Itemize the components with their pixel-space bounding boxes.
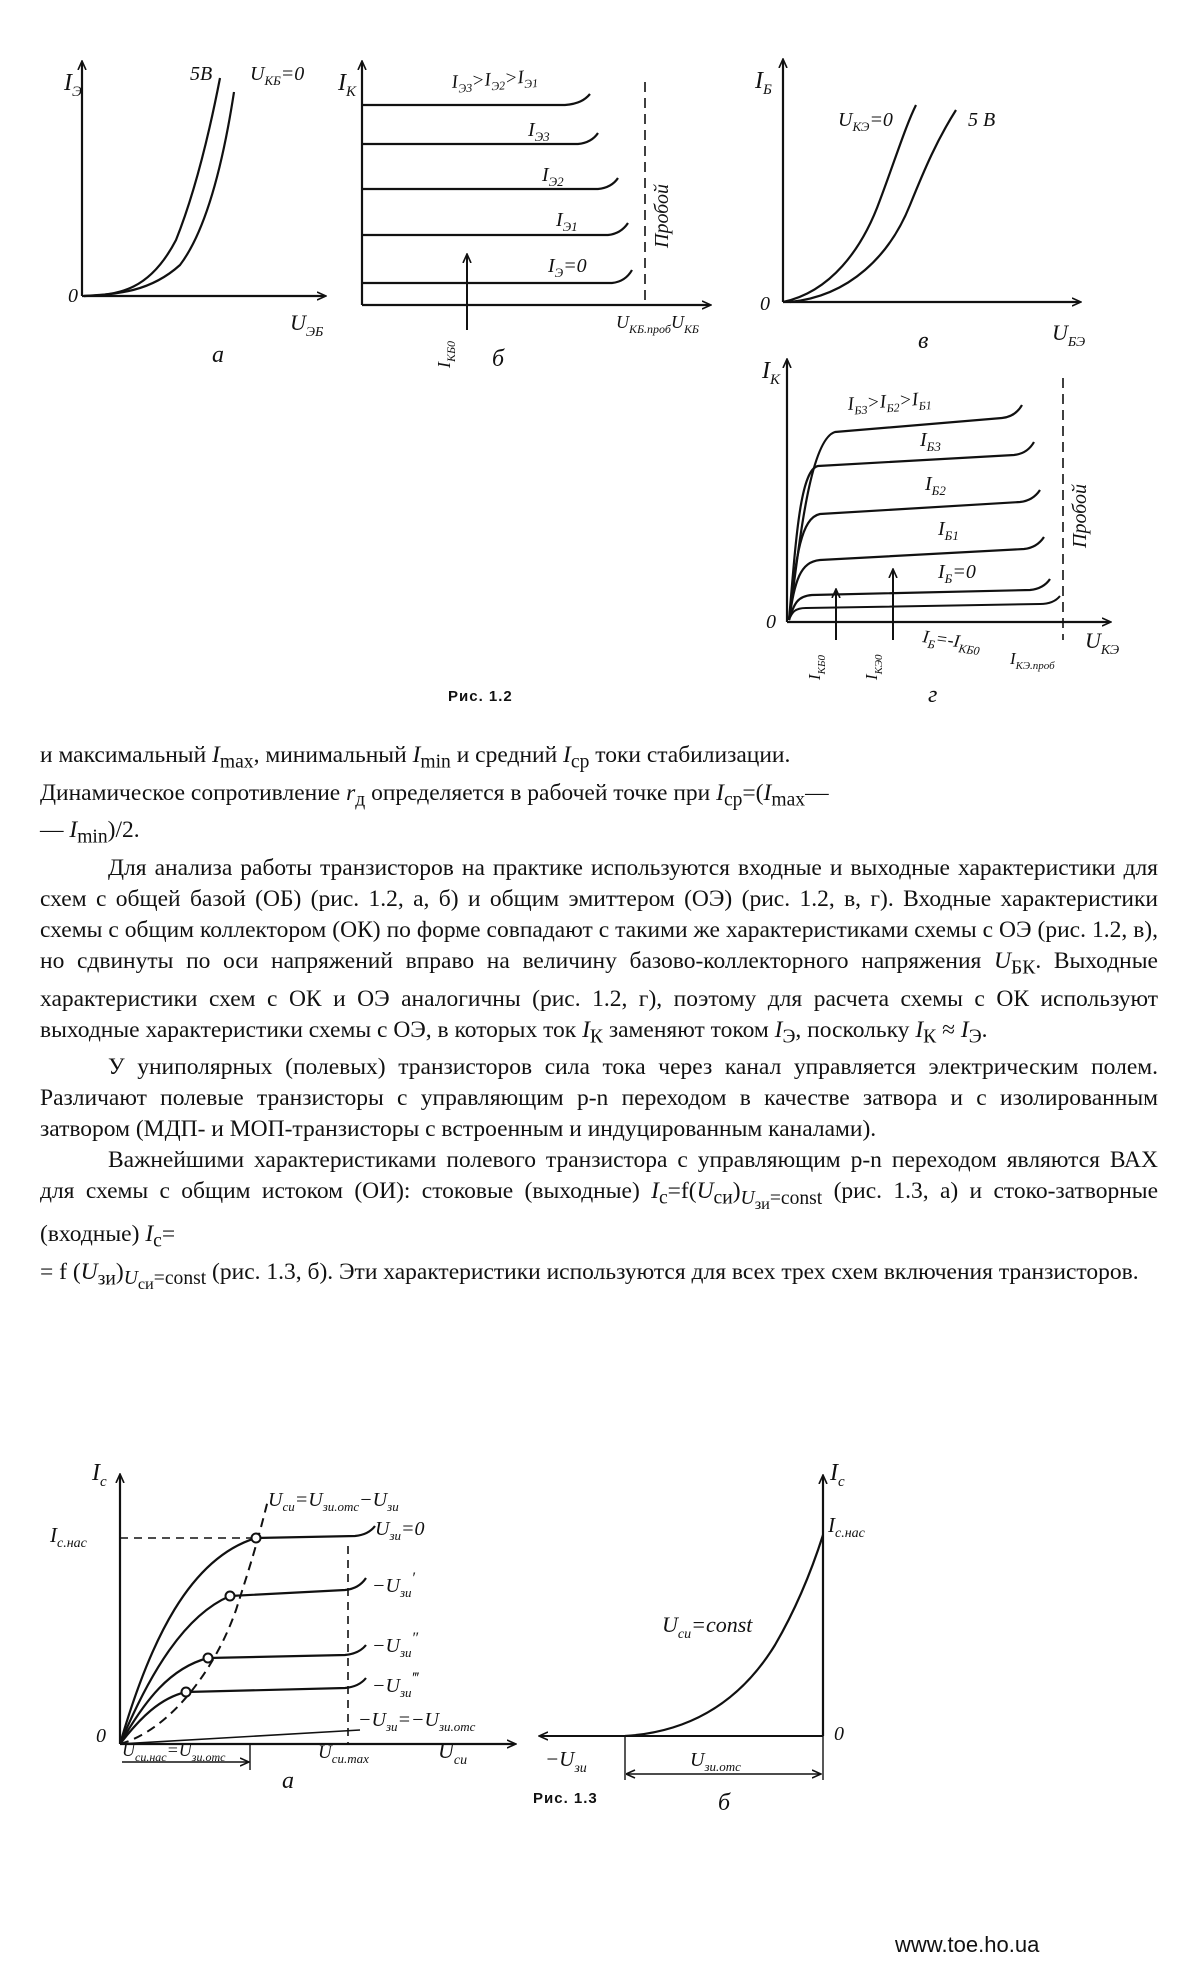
svg-text:IКБ0 [434,341,458,369]
sub-min: min [420,751,451,773]
svg-text:IЭ=0 [547,255,587,280]
label-ib3: I [920,429,927,451]
label-uzi-ots-eq: =−U [397,1709,439,1731]
p1-c: и средний [450,742,564,768]
sub-si: си [137,1274,154,1294]
panel-label-a: а [282,1768,294,1794]
curve-label-5v: 5В [190,63,213,85]
svg-text:IКЭ0 [862,654,885,681]
label-uzi2: −U [372,1635,400,1657]
svg-text:IЭ3 [527,119,550,144]
svg-text:Uси [438,1738,467,1768]
sub-k: К [589,1026,603,1048]
svg-text:Iс [829,1460,845,1490]
svg-text:IЭ2 [541,164,564,189]
p2-d: , поскольку [795,1016,916,1043]
label-uzi0-sub: зи [389,1528,402,1543]
x3-sub: си [453,1753,468,1768]
sym-u: U [994,948,1011,975]
ic-nas-sub: с.нас [835,1526,865,1541]
sat-point-0 [252,1534,261,1543]
label-uzi-ots-sub: зи [385,1719,398,1734]
svg-text:UБЭ [1052,320,1085,350]
ic-nas-label: I [828,1513,835,1537]
p4-a: Важнейшими характеристиками полевого транзистора с управляющим p-n переходом являются ВАХ для схемы с общим истоком (ОИ): стоковые (выходные) [40,1147,1158,1205]
x-label2-sub: КЭ.проб [1015,660,1055,672]
p4-close: ) [115,1258,124,1285]
body-text [40,740,1158,1299]
y-label: I [338,70,346,96]
ib-neg-label: I [921,626,931,647]
svg-text:−Uзи [545,1747,587,1776]
svg-text:Uси=Uзи.отс−Uзи [268,1489,399,1514]
panel-b-output-cb [337,62,710,372]
top-label: I [846,393,855,415]
ikeo-sub: КЭ0 [873,654,885,675]
label-uzi2-prime: ″ [411,1630,419,1647]
sym-i: I [582,1016,590,1043]
sym-u: U [740,1188,755,1210]
p1-e: Динамическое сопротивление [40,779,347,806]
curve-ie3 [362,133,598,144]
sym-i: I [716,779,724,806]
x1-sub2: зи.отс [191,1750,226,1764]
top-mid: >I [866,391,887,414]
ikbo-sub: КБ0 [816,655,828,675]
sym-r: r [346,779,356,806]
label-uzi3: −U [372,1675,400,1697]
label-ie0-sub: Э [554,265,564,280]
label-ib0-eq: =0 [952,561,976,583]
y-label: I [755,68,763,94]
sub-bk: БК [1011,957,1036,979]
ic-nas-sub: с.нас [57,1536,87,1551]
svg-text:UЭБ [290,310,323,340]
curve-5v [790,110,956,302]
p3-main: У униполярных (полевых) транзисторов сила тока через канал управляется электрическим полем. Различают полевые транзисторы с управляющим p-n переходом в качестве затвора и с изолированным затвором (МДП- и МОП-транзисторы с встроенным и индуцированным каналами). [40,1054,1158,1143]
boundary-eq: =U [294,1489,323,1511]
label-ib2-sub: Б2 [931,483,946,498]
origin-label: 0 [834,1723,844,1745]
paragraph-3 [40,1052,1158,1145]
curve-label: U [662,1612,678,1637]
sub-min: min [77,827,108,849]
panel-label-b: б [718,1790,731,1816]
p2-approx: ≈ [936,1016,961,1043]
top-sub: Э3 [457,80,473,96]
x-sub: КБ [683,322,699,336]
y-label: I [92,1460,100,1486]
x-sub: КЭ [1100,643,1120,658]
svg-text:IК [337,70,357,100]
x1-sub: си.нас [135,1750,167,1764]
label-ie2-sub: Э2 [548,174,564,189]
figure-1-2-caption: Рис. 1.2 [448,688,513,705]
sat-point-3 [182,1688,191,1697]
sub-zi: зи [97,1268,116,1290]
curve-label-eq: =const [691,1612,753,1637]
boundary-sub3: зи [387,1499,399,1514]
boundary-sub2: зи.отс [322,1499,360,1514]
curve-ie0 [362,270,632,283]
curve-uzi0 [120,1526,375,1744]
svg-text:UКЭ [1085,628,1119,658]
svg-text:IКБ0 [805,655,828,681]
label-ie0: I [548,255,555,277]
top-mid2: >I [503,66,525,90]
p4-f: =f( [667,1178,697,1205]
curve-label-5v: 5 В [968,109,996,131]
label-ie0-eq: =0 [563,255,587,277]
label-ie2: I [542,164,549,186]
sat-point-2 [204,1654,213,1663]
svg-text:IЭ [63,70,82,100]
p2-b: . Выходные характеристики схем с ОК и ОЭ аналогичны (рис. 1.2, г), поэтому для расчета схемы с ОК используют выходные характеристики схемы с ОЭ, в которых ток [40,948,1158,1043]
x-label-breakdown-sub: КБ.проб [629,322,671,336]
svg-text:Uси=const [662,1612,753,1642]
panel-label-b: б [492,346,505,372]
sub-zi: зи [754,1194,770,1214]
sym-i: I [651,1178,659,1205]
sym-i: I [763,779,772,806]
sub-si: си [713,1188,733,1210]
sub-k: К [923,1026,937,1048]
x-sub: ЭБ [305,325,324,340]
label-uzi2-sub: зи [399,1645,412,1660]
svg-text:IЭ3>IЭ2>IЭ1 [450,66,539,96]
curve-ib3-top [789,402,1022,620]
curve-ie1 [362,223,628,235]
p1-d: токи стабилизации. [589,742,791,768]
p1-a: и максимальный [40,742,213,768]
y-label: I [830,1460,838,1486]
curve-ib0 [789,579,1050,620]
sym-i: I [915,1016,924,1043]
panel-label-g: г [928,682,938,708]
sym-u: U [80,1258,98,1285]
sub-sr: ср [570,751,590,773]
svg-text:Iс [91,1460,107,1490]
svg-text:IБ1 [937,518,959,543]
label-uzi1: −U [372,1575,400,1597]
neg-u-label: −U [545,1747,575,1771]
label-ib3-sub: Б3 [926,439,941,454]
svg-text:UКБ.пробUКБ [616,312,699,336]
breakdown-label: Пробой [651,184,673,248]
label-uzi1-sub: зи [399,1585,412,1600]
svg-text:IК [761,358,781,388]
ib-neg-sub: Б [926,636,936,652]
curve-uzi2 [120,1645,366,1744]
x-label: U [1085,628,1101,653]
cond-const: =const [153,1268,207,1290]
p2-c: заменяют током [602,1016,775,1043]
svg-text:Iс.нас [49,1523,88,1551]
label-ib1-sub: Б1 [944,528,959,543]
top-sub: Б3 [853,402,868,418]
x-sub: БЭ [1067,335,1086,350]
svg-text:IКЭ.проб [1009,649,1055,672]
x1-label: U [122,1740,135,1760]
curve-ie2 [362,178,618,189]
y-sub: К [770,372,780,388]
label-ib0-sub: Б [944,571,953,586]
sym-i: I [69,817,78,844]
ikbo-label: I [434,362,454,368]
label-ie1-sub: Э1 [562,219,578,234]
svg-text:−Uзи‴ [372,1670,420,1700]
sub-max: max [771,789,806,811]
p4-close: ) [732,1178,741,1205]
p4-d: = f ( [40,1258,81,1285]
label-ib2: I [925,473,932,495]
p1-b: , минимальный [253,742,413,768]
span-label: U [690,1749,705,1771]
curve-label-uke0: U [838,109,853,131]
figure-1-3-caption: Рис. 1.3 [533,1790,598,1807]
sym-i: I [145,1221,154,1248]
svg-text:−Uзи″ [372,1630,419,1660]
curve-label-sub: си [677,1627,692,1642]
sym-i: I [212,742,220,768]
curve-label-ukb0: U [250,63,265,85]
sym-u: U [123,1268,138,1290]
curve-5v [84,78,220,296]
sub-max: max [219,751,254,773]
p1-j: )/2. [107,817,140,844]
sym-u: U [696,1178,714,1205]
x-label: U [670,312,684,332]
boundary-label: U [268,1489,283,1511]
svg-text:UКЭ=0 [838,109,893,134]
curve-label-uke0-sub: КЭ [852,119,870,134]
figure-1-2 [0,0,1200,708]
y-label: I [64,70,72,96]
sub-d: д [355,789,366,811]
svg-text:UКБ=0 [250,63,304,88]
p1-h: — [805,779,829,806]
cond-const: =const [769,1188,823,1210]
label-uzi-ots-sub2: зи.отс [438,1719,476,1734]
y-sub: с [838,1474,845,1490]
curve-label-ukb0-eq: =0 [280,63,305,85]
ic-nas-label: I [50,1523,57,1547]
span-sub: зи.отс [704,1759,741,1774]
sym-i: I [774,1016,783,1043]
ikbo-sub: КБ0 [444,340,458,362]
top-sub3: Э1 [523,76,539,91]
curve-uzi3 [120,1678,366,1744]
curve-label-uke0-eq: =0 [869,109,893,131]
label-uzi0: U [375,1518,390,1540]
label-uzi-ots: −U [358,1709,386,1731]
curve-uzi1 [120,1578,366,1744]
svg-text:IБ=0 [937,561,976,586]
x-label: U [290,310,306,335]
p2-e: . [981,1016,988,1043]
footer-url: www.toe.ho.ua [895,1932,1040,1957]
sat-point-1 [226,1592,235,1601]
label-ib0: I [938,561,945,583]
panel-label-v: в [918,328,929,354]
svg-text:Uси.max [318,1742,369,1766]
top-label: I [450,71,459,93]
neg-u-sub: зи [574,1761,587,1776]
svg-text:Uзи=0 [375,1518,425,1543]
curve-ie3-top [362,94,590,105]
p1-g: =( [742,779,764,806]
p1-f: определяется в рабочей точке при [365,779,717,806]
svg-text:IБ=-IКБ0 [920,626,982,658]
y-sub: К [346,84,356,100]
y-sub: с [100,1474,107,1490]
sub-sr: ср [723,789,743,811]
label-uzi1-prime: ′ [411,1570,416,1587]
svg-text:IБ3>IБ2>IБ1 [846,388,932,418]
svg-text:IБ2 [924,473,946,498]
paragraph-2 [40,853,1158,1052]
x3-label: U [438,1738,454,1763]
label-ie3: I [528,119,535,141]
svg-text:−Uзи′ [372,1570,416,1600]
origin-label: 0 [766,611,776,633]
sym-i: I [412,742,421,768]
p2-main: Для анализа работы транзисторов на практике используются входные и выходные характеристики для схем с общей базой (ОБ) (рис. 1.2, а, б) и общим эмиттером (ОЭ) (рис. 1.2, в, г). Входные характеристики схемы с общим коллектором (ОК) по форме совпадают с такими же характеристиками схемы с ОЭ (рис. 1.2, в), но сдвинуты по оси напряжений вправо на величину базово-коллекторного напряжения [40,855,1158,975]
curve-ib-neg [789,596,1060,620]
origin-label: 0 [96,1725,106,1747]
sub-c: с [658,1188,668,1210]
x1-eq: =U [166,1740,192,1760]
x2-sub: си.max [331,1751,369,1766]
sym-i: I [960,1016,969,1043]
top-sub3: Б1 [918,398,933,414]
sub-c: с [153,1230,162,1252]
svg-text:Uзи.отс [690,1749,741,1774]
svg-text:IБ3 [919,429,941,454]
p4-b: (рис. 1.3, а) и стоко-затворные (входные) [40,1178,1158,1248]
x2-label: U [318,1742,332,1763]
svg-text:IЭ1 [555,209,578,234]
panel-v-input-ce [754,60,1085,354]
x-label2: I [1010,649,1016,668]
svg-text:Iс.нас [827,1513,866,1541]
panel-b-transfer-characteristic [540,1460,866,1816]
panel-a-input-cb [63,62,325,368]
top-mid2: >I [898,389,919,412]
label-uzi3-sub: зи [399,1685,412,1700]
top-mid: >I [471,69,492,92]
svg-text:IБ [754,68,772,98]
sub-e: Э [782,1026,796,1048]
sub-e: Э [968,1026,982,1048]
top-sub2: Б2 [886,400,901,416]
ib-neg-sub2: КБ0 [957,641,981,659]
p4-c: = [161,1221,176,1248]
panel-label-a: а [212,342,224,368]
boundary-tail: −U [359,1489,388,1511]
panel-g-output-ce [761,358,1119,708]
x-label: U [1052,320,1068,345]
y-sub: Б [763,82,772,98]
label-ie3-sub: Э3 [534,129,550,144]
label-uzi0-eq: =0 [401,1518,425,1540]
p4-e: (рис. 1.3, б). Эти характеристики используются для всех трех схем включения транзисторов. [206,1258,1139,1285]
label-uzi3-prime: ‴ [411,1670,419,1687]
paragraph-1 [40,740,1158,853]
ib-neg-eq: =-I [934,627,962,652]
ikbo-label: I [805,674,824,680]
breakdown-label: Пробой [1069,484,1091,548]
origin-label: 0 [68,285,78,307]
origin-label: 0 [760,293,770,315]
label-ib1: I [938,518,945,540]
x-label-breakdown: U [616,312,629,332]
panel-a-drain-characteristics [49,1460,515,1794]
paragraph-4 [40,1145,1158,1299]
p1-i: — [40,817,70,844]
label-ie1: I [556,209,563,231]
y-sub: Э [72,84,82,100]
curve-label-ukb0-sub: КБ [264,73,281,88]
y-label: I [762,358,770,384]
sym-i: I [563,742,571,768]
svg-text:−Uзи=−Uзи.отс [358,1709,476,1734]
curve-uke0 [783,105,916,302]
boundary-sub: си [282,1499,295,1514]
ikeo-label: I [862,674,881,680]
top-sub2: Э2 [490,78,506,94]
